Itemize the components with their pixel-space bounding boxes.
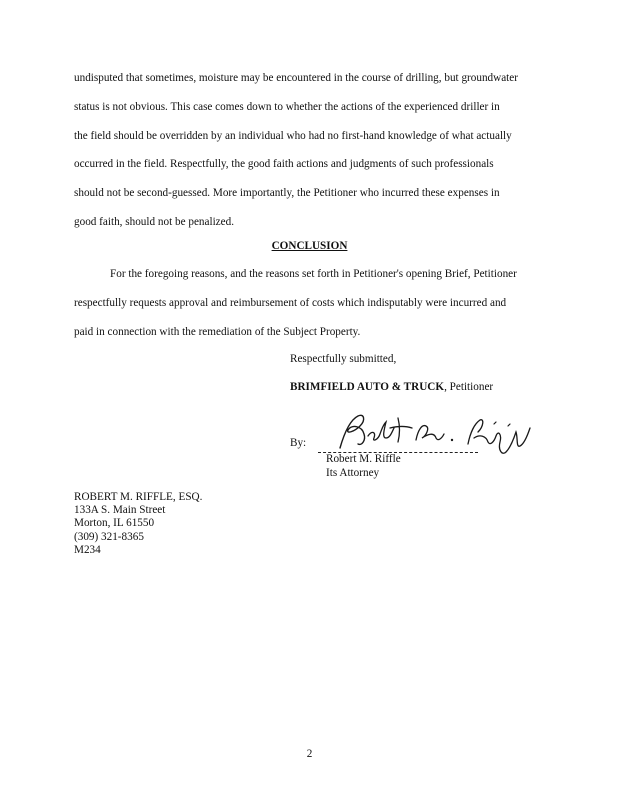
attorney-block (326, 452, 401, 480)
body-line-3: the field should be overridden by an individual who had no first-hand knowledge of what actually (74, 129, 512, 142)
body-paragraph (74, 64, 544, 237)
conclusion-line-3: paid in connection with the remediation of the Subject Property. (74, 325, 361, 338)
body-line-5: should not be second-guessed. More importantly, the Petitioner who incurred these expenses in (74, 187, 500, 200)
firm-name: BRIMFIELD AUTO & TRUCK (290, 381, 445, 393)
body-line-4: occurred in the field. Respectfully, the good faith actions and judgments of such professionals (74, 158, 494, 171)
address-name: ROBERT M. RIFFLE, ESQ. (74, 491, 203, 503)
body-line-6: good faith, should not be penalized. (74, 215, 235, 228)
firm-line (290, 380, 493, 394)
attorney-title: Its Attorney (326, 467, 380, 479)
by-label: By: (290, 437, 307, 449)
address-city: Morton, IL 61550 (74, 517, 155, 530)
body-line-1: undisputed that sometimes, moisture may be encountered in the course of drilling, but groundwater (74, 72, 518, 84)
closing-text: Respectfully submitted, (290, 353, 397, 365)
conclusion-heading: CONCLUSION (271, 240, 348, 252)
address-street: 133A S. Main Street (74, 504, 166, 517)
conclusion-line-2: respectfully requests approval and reimbursement of costs which indisputably were incurred and (74, 296, 507, 309)
attorney-name: Robert M. Riffle (326, 453, 401, 465)
conclusion-paragraph (74, 260, 544, 346)
firm-role: , Petitioner (444, 381, 494, 393)
address-phone: (309) 321-8365 (74, 530, 144, 543)
address-block (74, 491, 202, 557)
page-number: 2 (306, 748, 313, 760)
conclusion-line-1: For the foregoing reasons, and the reasons set forth in Petitioner's opening Brief, Petitioner (110, 268, 517, 280)
body-line-2: status is not obvious. This case comes down to whether the actions of the experienced driller in (74, 100, 500, 113)
address-code: M234 (74, 543, 101, 556)
